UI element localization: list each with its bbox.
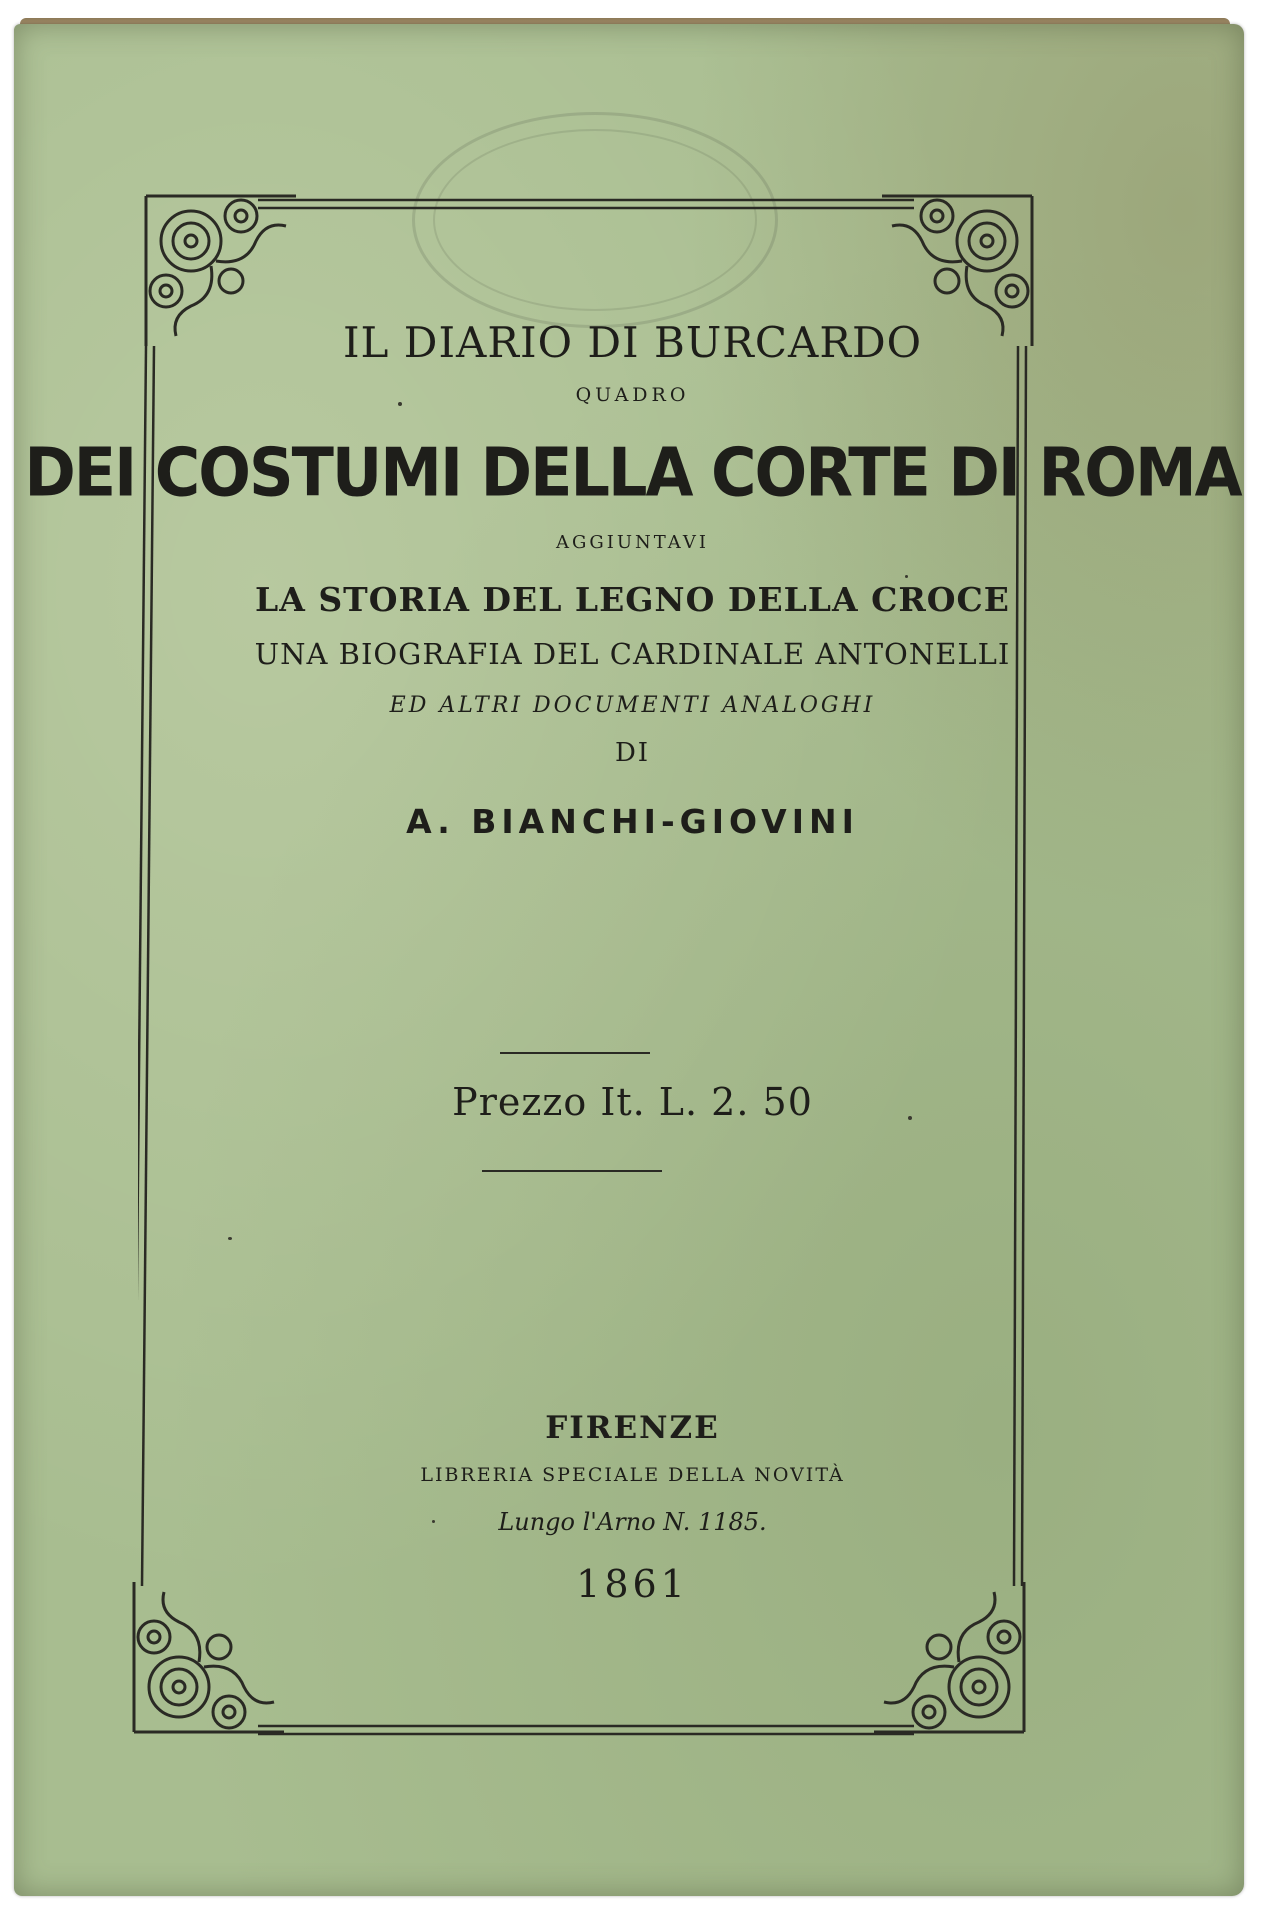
publisher-address: Lungo l'Arno N. 1185. [498, 1508, 767, 1536]
main-title: DEI COSTUMI DELLA CORTE DI ROMA [24, 433, 1241, 512]
price-label: Prezzo It. L. 2. 50 [452, 1080, 813, 1124]
title-line: IL DIARIO DI BURCARDO [342, 318, 923, 367]
storia-line: LA STORIA DEL LEGNO DELLA CROCE [255, 580, 1010, 619]
decorative-frame [138, 196, 1034, 1738]
publication-year: 1861 [576, 1562, 689, 1606]
divider-rule [500, 1052, 650, 1054]
paper-speck [398, 402, 402, 406]
subtitle-quadro: QUADRO [575, 384, 690, 406]
paper-speck [432, 1520, 435, 1523]
di-label: DI [614, 738, 651, 768]
documenti-line: ED ALTRI DOCUMENTI ANALOGHI [389, 693, 876, 718]
publisher-name: LIBRERIA SPECIALE DELLA NOVITÀ [420, 1464, 845, 1486]
paper-speck [228, 1237, 232, 1240]
paper-speck [908, 1116, 912, 1120]
city-name: FIRENZE [545, 1410, 720, 1446]
paper-speck [905, 575, 908, 578]
aggiuntavi-label: AGGIUNTAVI [555, 532, 710, 553]
author-name: A. BIANCHI-GIOVINI [406, 802, 859, 841]
biografia-line: UNA BIOGRAFIA DEL CARDINALE ANTONELLI [254, 637, 1011, 671]
divider-rule [482, 1170, 662, 1172]
